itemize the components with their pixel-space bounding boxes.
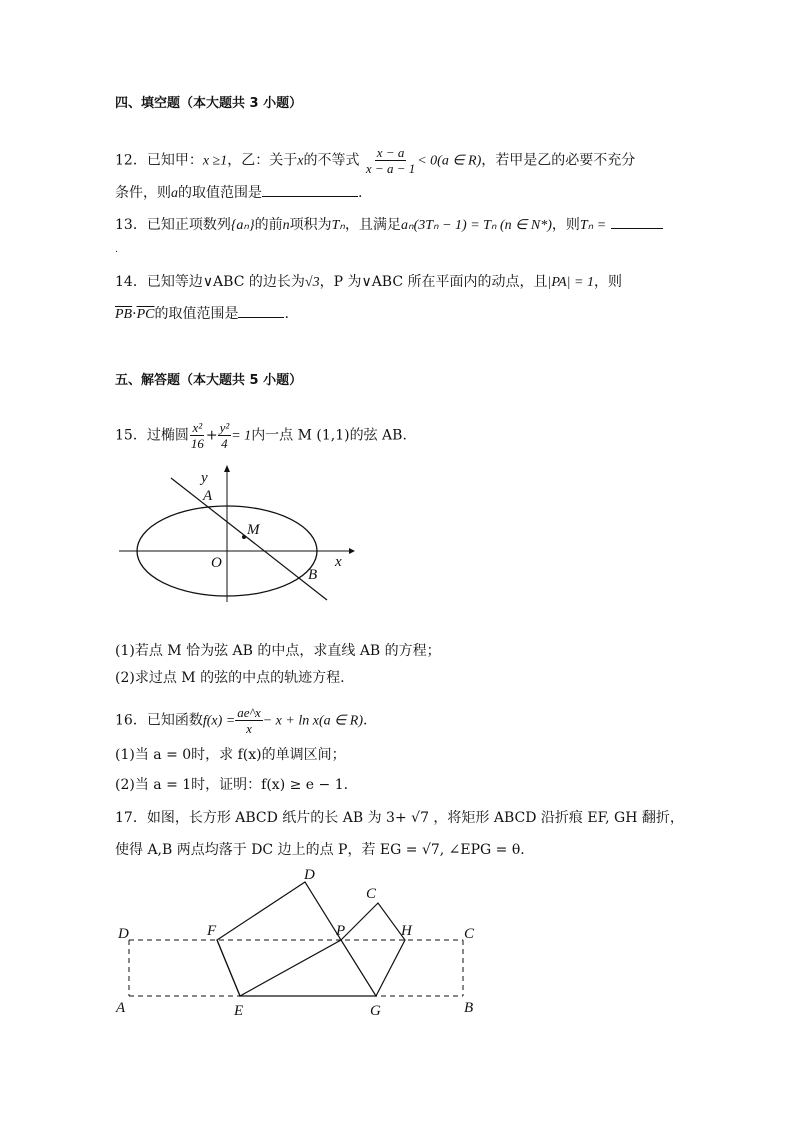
q14-dot: · <box>132 306 137 322</box>
label-e: E <box>234 1003 244 1019</box>
section-title-solutions: 五、解答题（本大题共 5 小题） <box>115 373 303 388</box>
q16-fx: f(x) = <box>202 713 236 729</box>
q12-cond-jia: x ≥1 <box>202 153 228 169</box>
label-a: A <box>203 488 213 504</box>
label-b: B <box>464 1000 474 1016</box>
q14-line1c: ，则 <box>593 274 622 290</box>
question-14-line-2 <box>115 303 289 325</box>
q13-n: n <box>282 218 290 233</box>
q12-ineq-text: 的不等式 <box>303 152 360 169</box>
label-g: G <box>370 1003 381 1019</box>
q15-suffix: 内一点 M (1,1)的弦 AB. <box>251 427 407 444</box>
q15-part-1: (1)若点 M 恰为弦 AB 的中点，求直线 AB 的方程； <box>115 643 441 659</box>
q12-prefix: 12．已知甲： <box>115 152 203 169</box>
q14-vec-pc: $\overline{PC}$ <box>136 307 155 322</box>
point-m <box>242 535 246 539</box>
label-c-top: C <box>366 886 377 902</box>
q14-vec-pb: $\overline{PB}$ <box>115 307 133 322</box>
q16-rest: − x + ln x(a ∈ R) <box>262 713 364 729</box>
q14-abs-pa: |PA| = 1 <box>547 275 594 290</box>
label-h: H <box>401 923 412 939</box>
q12-frac-den: x − a − 1 <box>365 161 416 176</box>
q17-line-2: 使得 A,B 两点均落于 DC 边上的点 P，若 EG = √7, ∠EPG = θ. <box>115 842 525 858</box>
q14-answer-blank[interactable] <box>238 303 284 318</box>
label-b: B <box>308 567 318 583</box>
q14-line2-suffix: 的取值范围是 <box>154 306 239 322</box>
q12-mid: ，乙：关于 <box>227 152 298 169</box>
q14-line1: 14．已知等边∨ABC 的边长为 <box>115 274 305 290</box>
q12-line2-suffix: 的取值范围是 <box>178 185 262 201</box>
q12-frac-num: x − a <box>376 145 405 160</box>
label-c-right: C <box>464 926 475 942</box>
q16-part-2: (2)当 a = 1时，证明：f(x) ≥ e − 1. <box>115 777 349 793</box>
q14-end: . <box>284 306 289 322</box>
q16-part-1: (1)当 a = 0时，求 f(x)的单调区间； <box>115 747 346 763</box>
label-x: x <box>335 554 342 570</box>
q15-eq1: = 1 <box>231 428 252 444</box>
q12-var-a: a <box>171 186 178 201</box>
q12-ineq-tail: < 0(a ∈ R) <box>417 153 482 169</box>
q15-plus: + <box>205 427 218 444</box>
q13-mid3: ，且满足 <box>344 217 401 233</box>
q15-frac1-num: x² <box>192 420 203 435</box>
section-title-fill-in: 四、填空题（本大题共 3 小题） <box>115 96 303 111</box>
q15-prefix: 15．过椭圆 <box>115 427 189 444</box>
question-16 <box>115 705 367 736</box>
q12-suffix: ，若甲是乙的必要不充分 <box>481 152 636 169</box>
q15-frac1-den: 16 <box>190 436 204 451</box>
q13-seq: {aₙ} <box>230 218 255 233</box>
question-15 <box>115 420 407 451</box>
ellipse-figure <box>115 458 360 608</box>
folded-left-flap <box>217 882 341 996</box>
q15-frac2-den: 4 <box>221 436 228 451</box>
q16-frac-den: x <box>246 721 252 736</box>
chord-ab <box>171 478 327 600</box>
q13-mid4: ，则 <box>551 217 580 233</box>
q12-fraction <box>364 145 417 176</box>
q17-line-1: 17．如图，长方形 ABCD 纸片的长 AB 为 3+ √7 ，将矩形 ABCD 沿折痕 EF, GH 翻折， <box>115 810 684 826</box>
q13-mid1: 的前 <box>254 217 283 233</box>
x-axis-arrow <box>349 548 355 554</box>
q16-fraction <box>235 705 263 736</box>
q13-mid2: 项积为 <box>289 217 332 233</box>
q15-part-2: (2)求过点 M 的弦的中点的轨迹方程. <box>115 670 345 686</box>
q13-tn2: Tₙ = <box>579 218 607 233</box>
q12-end: . <box>358 185 363 201</box>
label-p: P <box>336 923 346 939</box>
q15-frac-x <box>189 420 206 451</box>
fold-ef <box>217 940 240 996</box>
y-axis-arrow <box>224 465 230 472</box>
question-12-line-1 <box>115 145 635 176</box>
question-12-line-2 <box>115 182 362 204</box>
q16-frac-num: ae^x <box>237 705 261 720</box>
label-d-top: D <box>304 867 315 883</box>
label-a: A <box>116 1000 126 1016</box>
q13-tn: Tₙ <box>331 218 345 233</box>
folding-figure <box>110 862 490 1022</box>
q13-eq: aₙ(3Tₙ − 1) = Tₙ (n ∈ N*) <box>400 218 552 233</box>
folded-right-flap <box>341 903 405 996</box>
label-f: F <box>207 923 217 939</box>
label-m: M <box>247 522 260 538</box>
q16-prefix: 16．已知函数 <box>115 712 203 729</box>
q12-line2-prefix: 条件，则 <box>115 185 171 201</box>
q12-var-x: x <box>297 153 304 169</box>
q16-end: . <box>363 712 368 729</box>
label-o: O <box>211 555 222 571</box>
q15-frac-y <box>218 420 232 451</box>
question-14-line-1 <box>115 272 622 293</box>
q13-prefix: 13．已知正项数列 <box>115 217 231 233</box>
q13-tail: . <box>115 245 118 255</box>
q12-answer-blank[interactable] <box>262 182 358 197</box>
q14-line1b: ，P 为∨ABC 所在平面内的动点，且 <box>319 274 548 290</box>
q15-frac2-num: y² <box>219 420 230 435</box>
question-13 <box>115 214 663 236</box>
label-d-left: D <box>118 926 129 942</box>
q13-answer-blank[interactable] <box>611 214 663 229</box>
label-y: y <box>201 470 208 486</box>
q14-sqrt3: √3 <box>304 275 320 290</box>
